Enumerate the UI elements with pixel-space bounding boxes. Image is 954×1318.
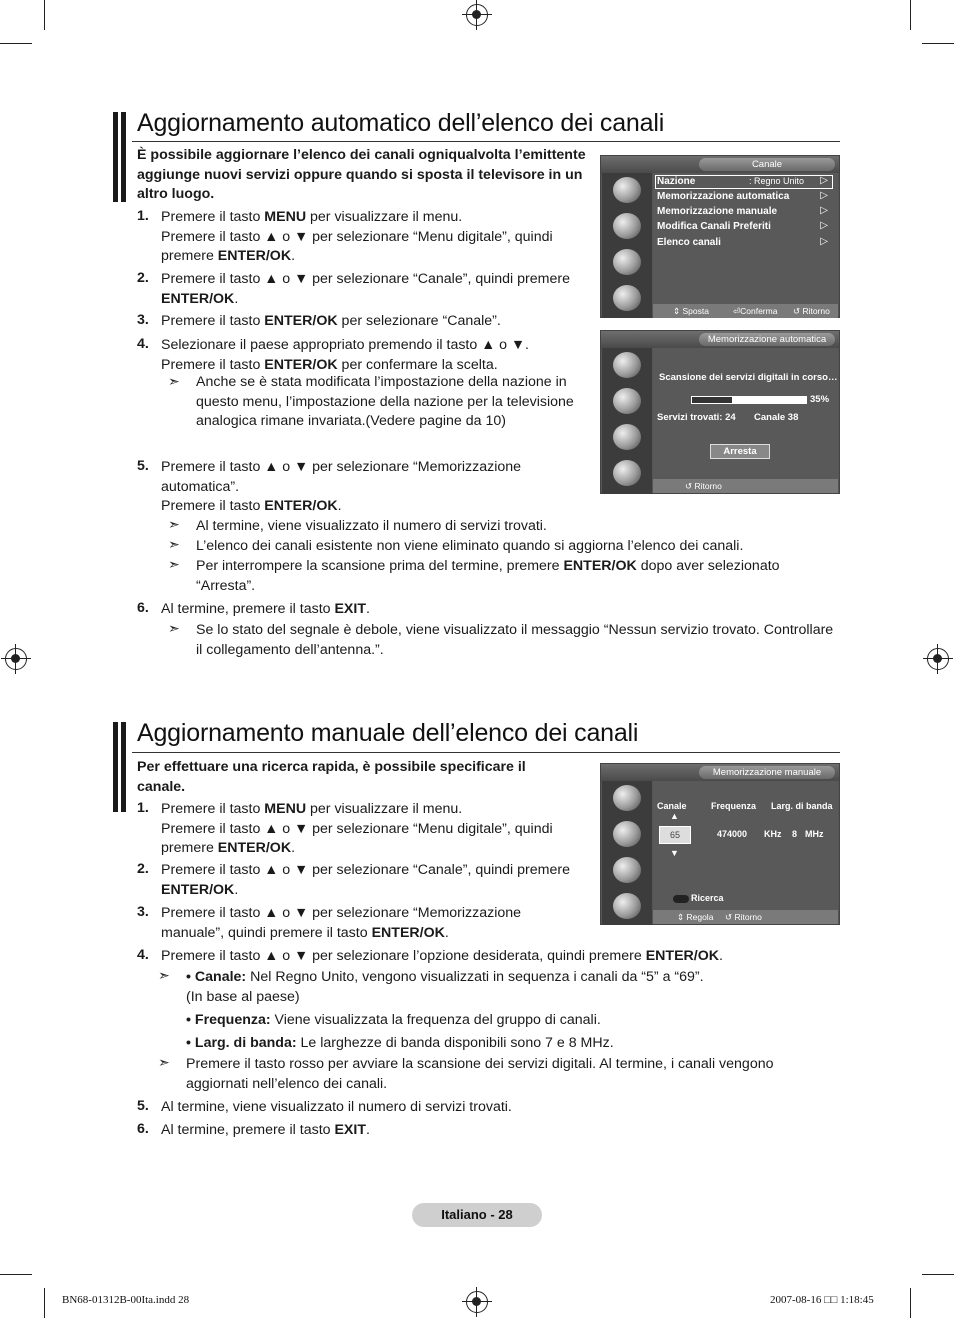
osd-item-favorites[interactable]: Modifica Canali Preferiti xyxy=(657,221,771,232)
section-rule xyxy=(132,752,840,753)
gear-icon xyxy=(613,857,641,883)
section-rule xyxy=(132,141,840,142)
registration-mark xyxy=(466,4,488,26)
osd-auto-store xyxy=(600,330,840,494)
bandwidth-value[interactable]: 8 xyxy=(792,829,798,839)
arrow-up-icon[interactable]: ▲ xyxy=(670,811,679,821)
registration-mark xyxy=(927,648,949,670)
arrow-down-icon[interactable]: ▼ xyxy=(670,848,679,858)
note-red-button: Premere il tasto rosso per avviare la scansione dei servizi digitali. Al termine, i canali vengono aggiornati nell’elenco dei canali. xyxy=(186,1056,774,1092)
crop-mark xyxy=(0,43,32,44)
note-arrow-icon: ➣ xyxy=(168,620,180,636)
sound-icon xyxy=(613,821,641,847)
crop-mark xyxy=(922,1274,954,1275)
step-6: Al termine, premere il tasto EXIT. xyxy=(161,601,370,617)
step-number: 4. xyxy=(137,947,149,963)
note-arrow-icon: ➣ xyxy=(168,373,180,389)
tools-icon xyxy=(613,460,641,486)
sound-icon xyxy=(613,213,641,239)
step-number: 2. xyxy=(137,861,149,877)
intro-auto: È possibile aggiornare l’elenco dei canali ogniqualvolta l’emittente aggiunge nuovi servizi oppure quando si sposta il televisore in un altro luogo. xyxy=(137,147,586,202)
osd-channel: Canale 38 xyxy=(754,412,799,423)
step-number: 1. xyxy=(137,208,149,224)
arrow-right-icon: ▷ xyxy=(820,220,828,231)
note-arrow-icon: ➣ xyxy=(158,967,170,983)
step-number: 2. xyxy=(137,270,149,286)
osd-item-auto[interactable]: Memorizzazione automatica xyxy=(657,191,790,202)
bullet-frequenza: • Frequenza: Viene visualizzata la frequenza del gruppo di canali. xyxy=(186,1012,601,1028)
slug-filename: BN68-01312B-00Ita.indd 28 xyxy=(62,1294,190,1306)
col-channel: Canale xyxy=(657,801,687,811)
step-number: 6. xyxy=(137,1121,149,1137)
step-1: Premere il tasto MENU per visualizzare il menu. Premere il tasto ▲ o ▼ per selezionare “Menu digitale”, quindi premere ENTER/OK. xyxy=(161,209,553,264)
osd-item-nazione[interactable]: Nazione : Regno Unito xyxy=(657,176,805,187)
crop-mark xyxy=(44,1288,45,1318)
step-2: Premere il tasto ▲ o ▼ per selezionare “Canale”, quindi premere ENTER/OK. xyxy=(161,862,570,898)
osd-tab: Canale xyxy=(699,158,835,171)
channel-value-field[interactable]: 65 xyxy=(659,826,691,844)
step-number: 4. xyxy=(137,336,149,352)
tools-icon xyxy=(613,285,641,311)
bandwidth-unit: MHz xyxy=(805,829,824,839)
step-number: 1. xyxy=(137,800,149,816)
crop-mark xyxy=(0,1274,32,1275)
step-3: Premere il tasto ▲ o ▼ per selezionare “Memorizzazione manuale”, quindi premere il tasto ENTER/OK. xyxy=(161,905,522,941)
osd-footer: ↺ Ritorno xyxy=(653,479,838,493)
note-5a: Al termine, viene visualizzato il numero di servizi trovati. xyxy=(196,518,547,534)
osd-manual-store xyxy=(600,763,840,925)
section-title-manual: Aggiornamento manuale dell’elenco dei canali xyxy=(137,719,639,747)
bullet-canale: • Canale: Nel Regno Unito, vengono visualizzati in sequenza i canali da “5” a “69”. (In base al paese) xyxy=(186,969,704,1005)
section-title-auto: Aggiornamento automatico dell’elenco dei canali xyxy=(137,109,665,137)
osd-progress-label: 35% xyxy=(810,394,830,405)
step-5: Al termine, viene visualizzato il numero di servizi trovati. xyxy=(161,1099,512,1115)
note-5b: L’elenco dei canali esistente non viene eliminato quando si aggiorna l’elenco dei canali. xyxy=(196,538,744,554)
osd-channel-menu xyxy=(600,155,840,318)
osd-scanning-text: Scansione dei servizi digitali in corso… xyxy=(659,372,838,383)
osd-tab: Memorizzazione automatica xyxy=(699,333,835,346)
osd-item-list[interactable]: Elenco canali xyxy=(657,237,721,248)
step-number: 5. xyxy=(137,1098,149,1114)
step-4: Selezionare il paese appropriato premendo il tasto ▲ o ▼. Premere il tasto ENTER/OK per confermare la scelta. xyxy=(161,337,530,373)
note-arrow-icon: ➣ xyxy=(168,516,180,532)
crop-mark xyxy=(44,0,45,30)
registration-mark xyxy=(5,648,27,670)
note-arrow-icon: ➣ xyxy=(168,556,180,572)
satellite-icon xyxy=(613,352,641,378)
crop-mark xyxy=(910,1288,911,1318)
osd-tab: Memorizzazione manuale xyxy=(699,766,835,779)
osd-found: Servizi trovati: 24 xyxy=(657,412,736,423)
sound-icon xyxy=(613,388,641,414)
tools-icon xyxy=(613,893,641,919)
osd-item-manual[interactable]: Memorizzazione manuale xyxy=(657,206,778,217)
col-frequency: Frequenza xyxy=(711,801,757,811)
slug-date: 2007-08-16 □□ 1:18:45 xyxy=(770,1294,874,1306)
section-bar xyxy=(113,112,129,202)
section-bar xyxy=(113,722,129,812)
step-1: Premere il tasto MENU per visualizzare il menu. Premere il tasto ▲ o ▼ per selezionare “Menu digitale”, quindi premere ENTER/OK. xyxy=(161,801,553,856)
gear-icon xyxy=(613,249,641,275)
arrow-right-icon: ▷ xyxy=(820,175,828,186)
step-5: Premere il tasto ▲ o ▼ per selezionare “Memorizzazione automatica”. Premere il tasto ENTER/OK. xyxy=(161,459,522,514)
arrow-right-icon: ▷ xyxy=(820,190,828,201)
col-bandwidth: Larg. di banda xyxy=(771,801,833,811)
frequency-unit: KHz xyxy=(764,829,782,839)
step-number: 6. xyxy=(137,600,149,616)
bullet-banda: • Larg. di banda: Le larghezze di banda disponibili sono 7 e 8 MHz. xyxy=(186,1035,614,1051)
note-arrow-icon: ➣ xyxy=(168,536,180,552)
search-label: Ricerca xyxy=(691,893,724,903)
red-button-icon[interactable] xyxy=(673,895,689,903)
step-number: 3. xyxy=(137,312,149,328)
registration-mark xyxy=(466,1291,488,1313)
crop-mark xyxy=(910,0,911,30)
step-6: Al termine, premere il tasto EXIT. xyxy=(161,1122,370,1138)
frequency-value: 474000 xyxy=(717,829,748,839)
osd-progress-bar xyxy=(691,396,807,404)
note-arrow-icon: ➣ xyxy=(158,1054,170,1070)
step-number: 3. xyxy=(137,904,149,920)
stop-button[interactable]: Arresta xyxy=(710,444,770,459)
osd-footer: ⇕ Regola ↺ Ritorno xyxy=(653,910,838,924)
note-step-4: Anche se è stata modificata l’impostazione della nazione in questo menu, l’impostazione della nazione per la televisione analogica rimane invariata.(Vedere pagine da 10) xyxy=(196,374,574,429)
crop-mark xyxy=(922,43,954,44)
satellite-icon xyxy=(613,177,641,203)
arrow-right-icon: ▷ xyxy=(820,205,828,216)
osd-footer: ⇕ Sposta ⏎Conferma ↺ Ritorno xyxy=(653,304,838,318)
note-5c: Per interrompere la scansione prima del termine, premere ENTER/OK dopo aver selezionato “Arresta”. xyxy=(196,558,780,594)
step-number: 5. xyxy=(137,458,149,474)
satellite-icon xyxy=(613,785,641,811)
step-2: Premere il tasto ▲ o ▼ per selezionare “Canale”, quindi premere ENTER/OK. xyxy=(161,271,570,307)
page-number: Italiano - 28 xyxy=(412,1203,542,1227)
step-3: Premere il tasto ENTER/OK per selezionare “Canale”. xyxy=(161,313,501,329)
arrow-right-icon: ▷ xyxy=(820,236,828,247)
step-4: Premere il tasto ▲ o ▼ per selezionare l’opzione desiderata, quindi premere ENTER/OK. xyxy=(161,948,723,964)
gear-icon xyxy=(613,424,641,450)
osd-progress-fill xyxy=(692,397,732,403)
note-6: Se lo stato del segnale è debole, viene visualizzato il messaggio “Nessun servizio trovato. Controllare il collegamento dell’antenna.”. xyxy=(196,622,834,658)
intro-manual: Per effettuare una ricerca rapida, è possibile specificare il canale. xyxy=(137,759,526,795)
